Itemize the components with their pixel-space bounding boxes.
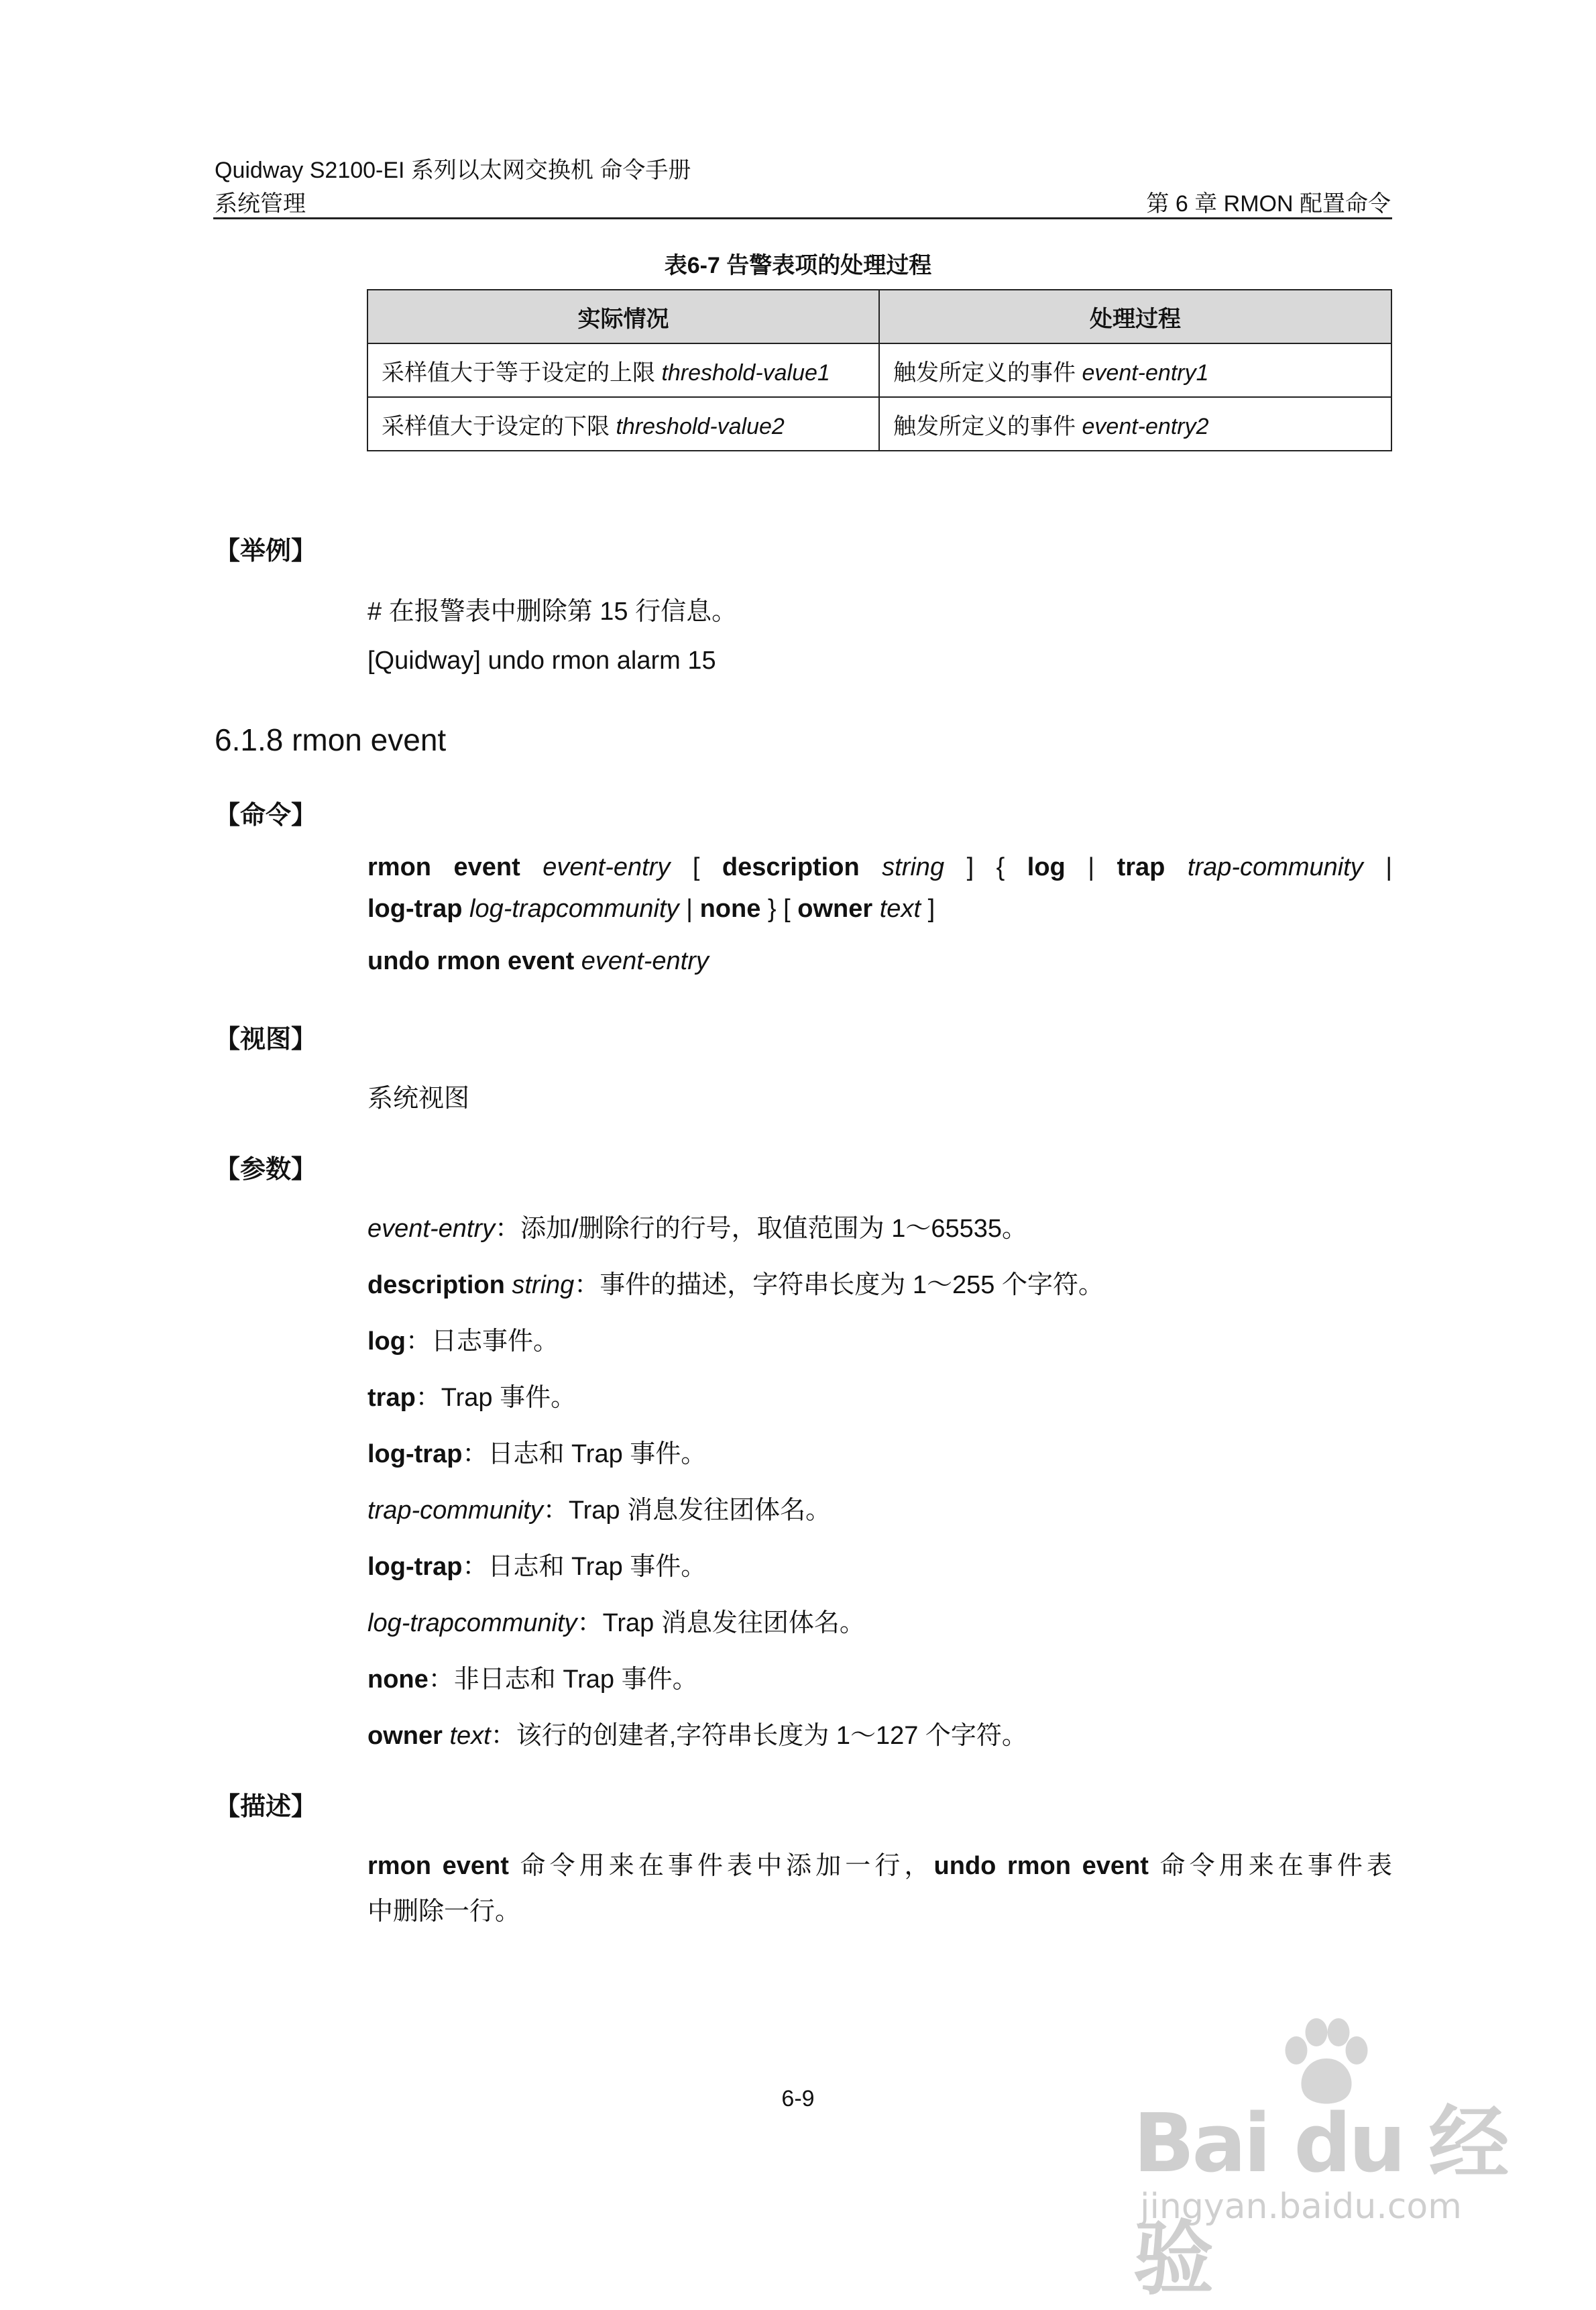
- header-section: 系统管理: [215, 191, 306, 217]
- param-desc: ：非日志和 Trap 事件。: [428, 1665, 698, 1694]
- cmd-symbol: [: [692, 853, 700, 881]
- baidu-watermark: [1133, 2012, 1509, 2306]
- param-name: log-trapcommunity: [367, 1609, 577, 1637]
- param-name: log-trap: [367, 1553, 463, 1581]
- table-row: [367, 343, 1391, 397]
- param-item: [367, 1376, 576, 1413]
- cmd-symbol: ] {: [966, 853, 1005, 881]
- param-name: none: [367, 1665, 429, 1694]
- description-line-1: [367, 1845, 1392, 1881]
- param-name: log-trap: [367, 1440, 463, 1468]
- command-label: 【命令】: [215, 802, 317, 830]
- param-item: [367, 1714, 1027, 1751]
- cell-text: 采样值大于设定的下限: [382, 413, 616, 439]
- cell-text: 采样值大于等于设定的上限: [382, 360, 662, 386]
- param-item: [367, 1207, 1027, 1244]
- cmd-symbol: |: [1088, 853, 1095, 881]
- params-label: 【参数】: [215, 1156, 317, 1184]
- cmd-param: event-entry: [543, 853, 671, 881]
- cmd-symbol: |: [1385, 853, 1393, 881]
- param-name: event-entry: [367, 1215, 496, 1243]
- cmd-keyword: undo rmon event: [367, 947, 575, 975]
- param-item: [367, 1545, 706, 1582]
- param-name: text: [449, 1722, 491, 1750]
- cell-param: event-entry1: [1082, 360, 1209, 386]
- command-syntax-line-1: [367, 853, 1392, 882]
- cell-text: 触发所定义的事件: [893, 413, 1082, 439]
- example-label: 【举例】: [215, 537, 317, 565]
- param-item: [367, 1602, 865, 1639]
- cmd-keyword: trap: [1117, 853, 1165, 881]
- cmd-param: trap-community: [1187, 853, 1363, 881]
- param-desc: ：Trap 消息发往团体名。: [577, 1609, 865, 1637]
- cmd-symbol: ]: [927, 895, 935, 923]
- cmd-keyword: rmon event: [367, 853, 520, 881]
- param-desc: ：该行的创建者,字符串长度为 1～127 个字符。: [490, 1722, 1027, 1750]
- command-syntax-line-2: [367, 895, 1392, 924]
- param-item: [367, 1658, 698, 1695]
- cell-param: threshold-value1: [661, 360, 830, 386]
- param-item: [367, 1433, 706, 1470]
- param-desc: ：添加/删除行的行号，取值范围为 1～65535。: [495, 1215, 1028, 1243]
- cmd-keyword: description: [722, 853, 860, 881]
- desc-text: 命令用来在事件表中添加一行，: [508, 1852, 934, 1880]
- example-command: [Quidway] undo rmon alarm 15: [367, 647, 716, 675]
- param-name: description: [367, 1271, 505, 1299]
- cmd-param: log-trapcommunity: [469, 895, 679, 923]
- desc-keyword: undo rmon event: [933, 1852, 1149, 1880]
- cmd-keyword: none: [699, 895, 761, 923]
- cmd-param: event-entry: [581, 947, 709, 975]
- param-item: [367, 1264, 1104, 1301]
- view-label: 【视图】: [215, 1026, 317, 1054]
- param-name: string: [512, 1271, 575, 1299]
- param-item: [367, 1489, 831, 1526]
- param-desc: ：Trap 事件。: [415, 1384, 577, 1412]
- cell-text: 触发所定义的事件: [893, 360, 1082, 386]
- cell-param: event-entry2: [1082, 413, 1209, 439]
- section-heading: 6.1.8 rmon event: [215, 722, 447, 757]
- page-number: 6-9: [781, 2086, 815, 2111]
- cmd-param: string: [882, 853, 945, 881]
- example-comment: # 在报警表中删除第 15 行信息。: [367, 598, 738, 626]
- description-label: 【描述】: [215, 1793, 317, 1821]
- header-rule: [213, 217, 1392, 219]
- cmd-symbol: |: [686, 895, 693, 923]
- param-name: trap-community: [367, 1496, 543, 1525]
- table-cell: [879, 343, 1391, 397]
- alarm-process-table: [367, 289, 1392, 451]
- param-name: log: [367, 1327, 406, 1356]
- command-undo-syntax: [367, 947, 1392, 976]
- cell-param: threshold-value2: [616, 413, 785, 439]
- param-desc: ：日志事件。: [405, 1327, 559, 1356]
- table-caption: 表6-7 告警表项的处理过程: [664, 253, 932, 278]
- watermark-text: Bai du 经验: [1133, 2097, 1507, 2306]
- param-name: owner: [367, 1722, 443, 1750]
- description-line-2: 中删除一行。: [367, 1898, 521, 1926]
- cmd-keyword: owner: [797, 895, 873, 923]
- param-desc: ：Trap 消息发往团体名。: [543, 1496, 832, 1525]
- cmd-symbol: } [: [767, 895, 791, 923]
- cmd-keyword: log: [1027, 853, 1066, 881]
- table-cell: [367, 343, 879, 397]
- param-item: [367, 1320, 559, 1357]
- table-header-row: [367, 290, 1391, 343]
- table-cell: [879, 397, 1391, 451]
- table-row: [367, 397, 1391, 451]
- param-desc: ：日志和 Trap 事件。: [462, 1553, 707, 1581]
- table-header-cell: 实际情况: [367, 290, 879, 343]
- param-desc: ：事件的描述，字符串长度为 1～255 个字符。: [574, 1271, 1104, 1299]
- table-cell: [367, 397, 879, 451]
- param-name: trap: [367, 1384, 416, 1412]
- cmd-keyword: log-trap: [367, 895, 463, 923]
- table-header-cell: 处理过程: [879, 290, 1391, 343]
- desc-keyword: rmon event: [367, 1852, 509, 1880]
- param-desc: ：日志和 Trap 事件。: [462, 1440, 707, 1468]
- watermark-url: jingyan.baidu.com: [1140, 2187, 1462, 2227]
- header-title: Quidway S2100-EI 系列以太网交换机 命令手册: [215, 158, 691, 183]
- header-chapter: 第 6 章 RMON 配置命令: [1146, 191, 1391, 217]
- cmd-param: text: [879, 895, 921, 923]
- desc-text: 命令用来在事件表: [1148, 1852, 1393, 1880]
- view-text: 系统视图: [367, 1085, 470, 1113]
